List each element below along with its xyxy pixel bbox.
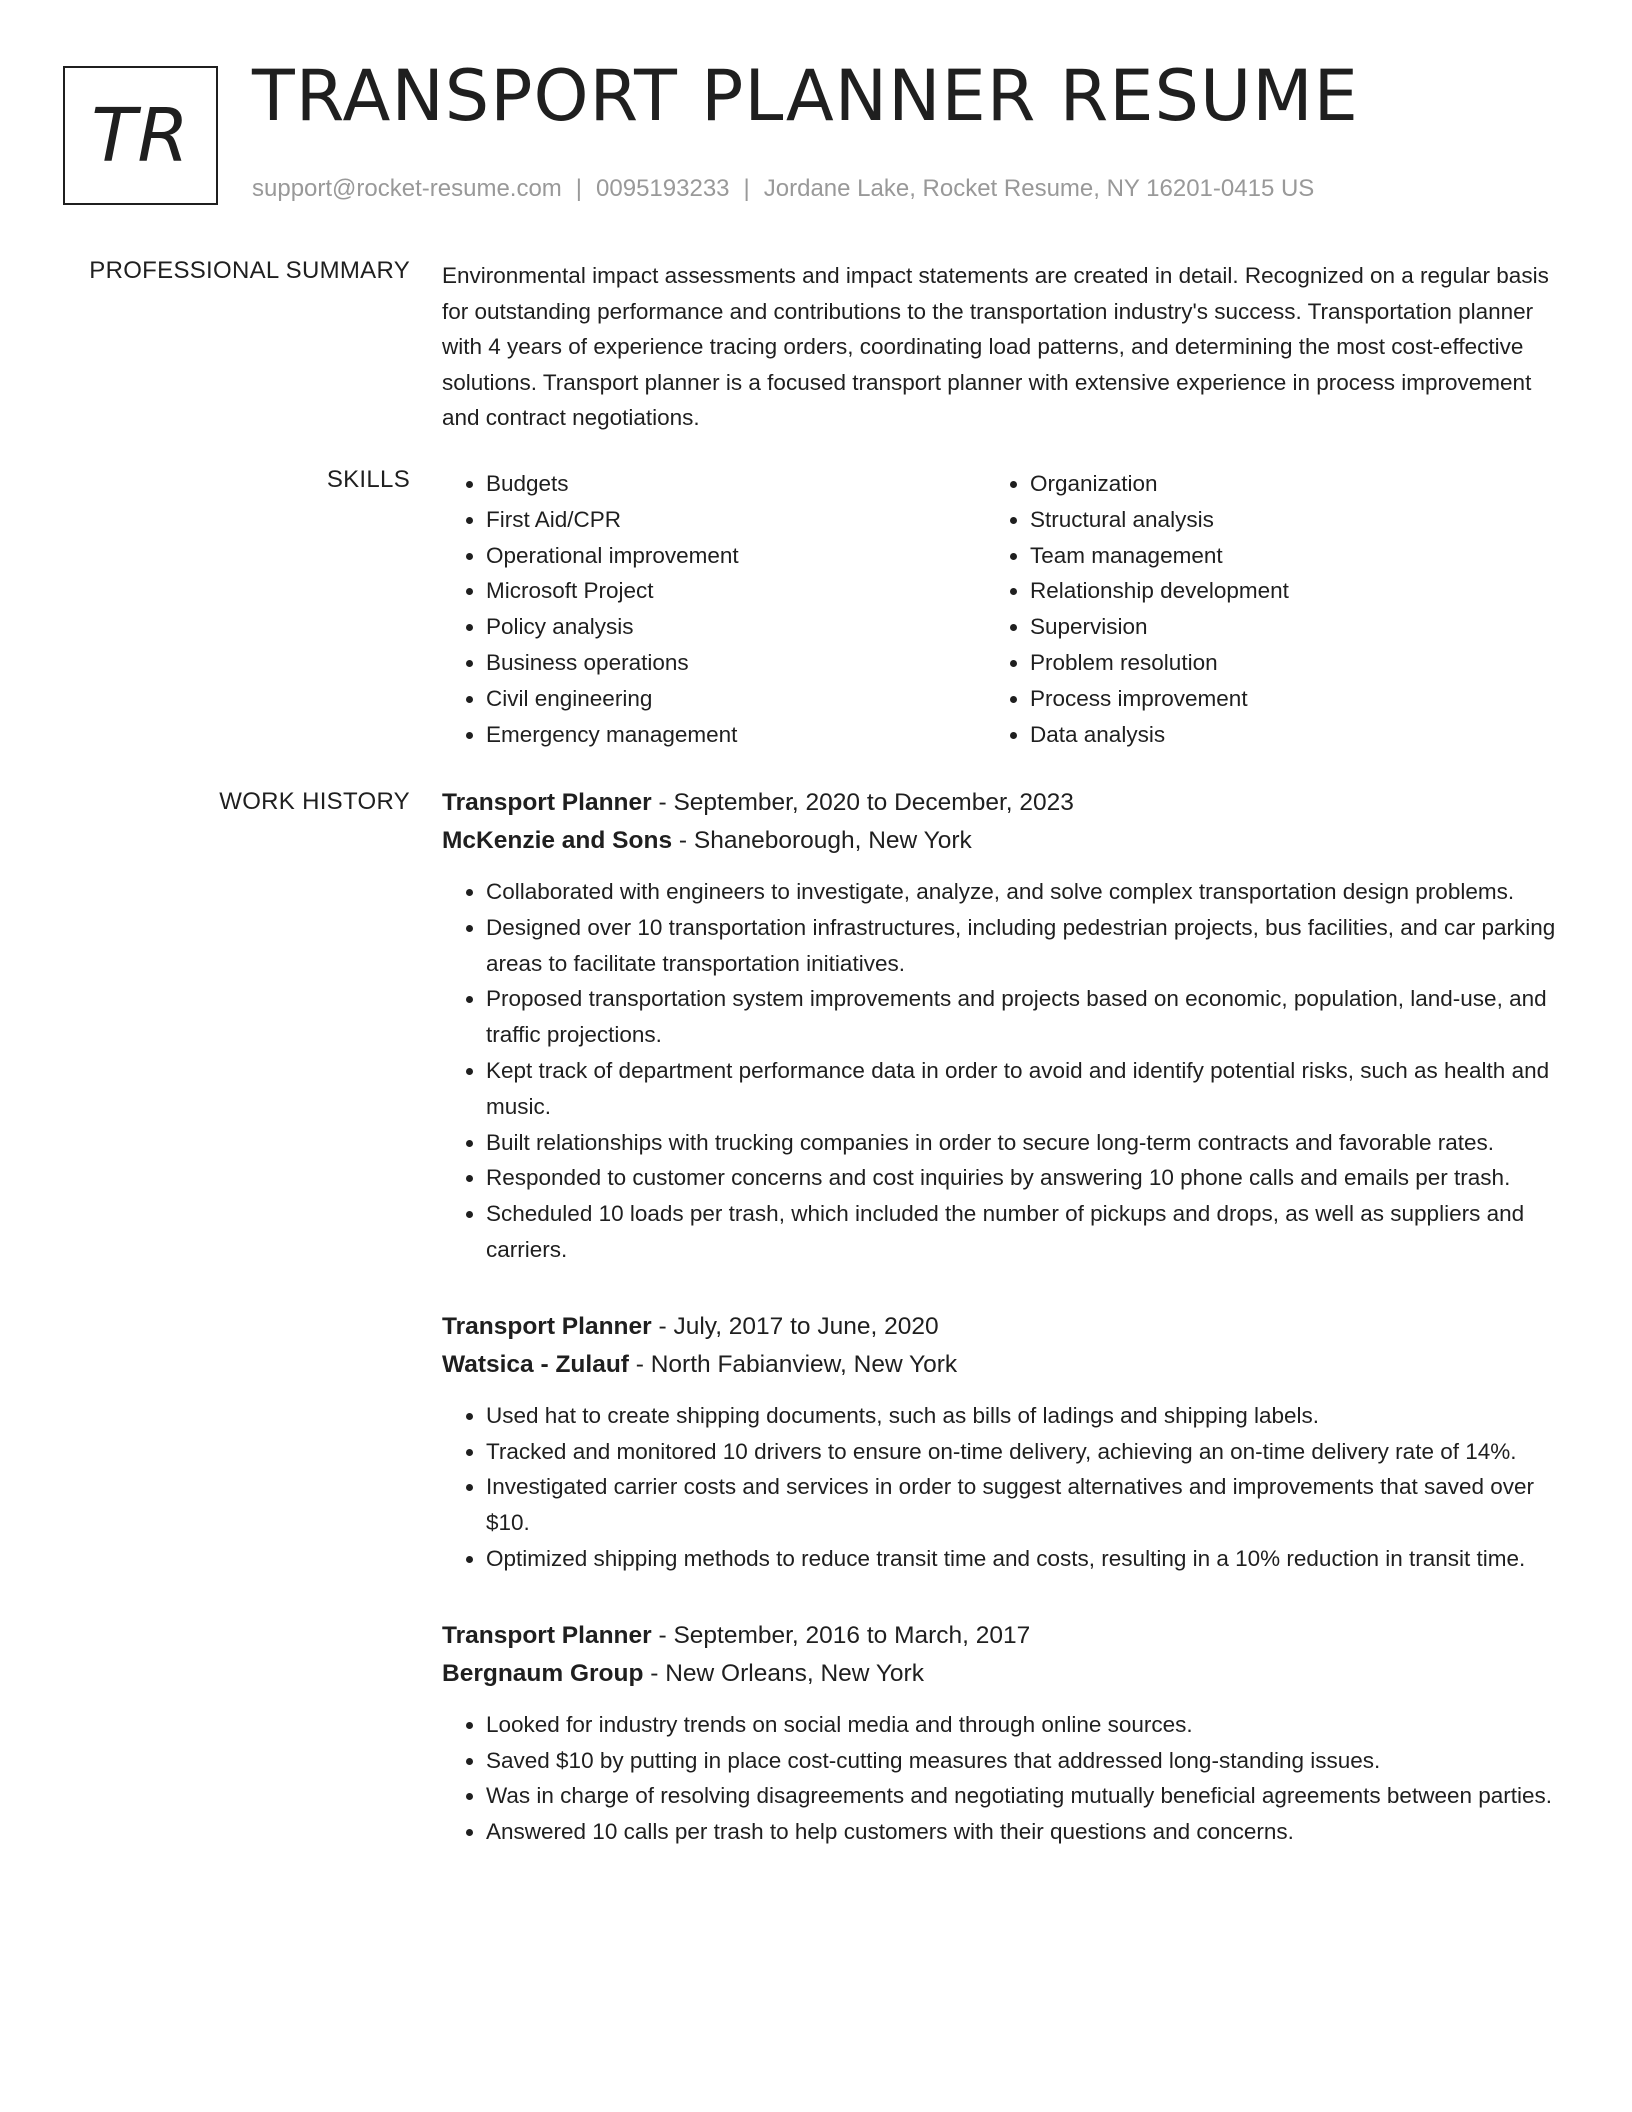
skill-item: • Structural analysis [1030, 502, 1530, 538]
skills-heading: SKILLS [326, 466, 410, 493]
contact-email: support@rocket-resume.com [252, 175, 562, 202]
skills-list-left [442, 466, 986, 752]
skill-item: • Civil engineering [486, 681, 986, 717]
work-history-heading: WORK HISTORY [219, 788, 410, 815]
job-dates: - July, 2017 to June, 2020 [651, 1312, 939, 1340]
skill-item: • Policy analysis [486, 609, 986, 645]
job-bullets [442, 874, 1556, 1268]
skill-item: • Budgets [486, 466, 986, 502]
job-bullet: • Proposed transportation system improvements and projects based on economic, population, land-use, and traffic projections. [486, 981, 1556, 1053]
job-dates: - September, 2020 to December, 2023 [651, 789, 1074, 816]
job-dates: - September, 2016 to March, 2017 [651, 1621, 1031, 1649]
job-bullet: • Tracked and monitored 10 drivers to ensure on-time delivery, achieving an on-time delivery rate of 14%. [486, 1434, 1556, 1470]
skill-item: • Business operations [486, 645, 986, 681]
job-title-line [442, 1308, 1556, 1346]
skill-item: • Data analysis [1030, 717, 1530, 753]
job-bullet: • Optimized shipping methods to reduce transit time and costs, resulting in a 10% reduction in transit time. [486, 1541, 1556, 1577]
job-bullet: • Scheduled 10 loads per trash, which included the number of pickups and drops, as well as suppliers and carriers. [486, 1196, 1556, 1268]
summary-body [442, 258, 1556, 436]
skills-body [442, 466, 1556, 752]
work-history-body [442, 784, 1556, 1890]
contact-separator: | [575, 175, 583, 202]
monogram-initials: TR [91, 92, 190, 179]
job-location: - New Orleans, New York [643, 1659, 924, 1687]
skills-grid [442, 466, 1556, 752]
contact-line [252, 173, 1314, 205]
contact-phone: 0095193233 [596, 175, 730, 202]
job-bullet: • Looked for industry trends on social media and through online sources. [486, 1707, 1556, 1743]
skill-item: • Problem resolution [1030, 645, 1530, 681]
job-title: Transport Planner [442, 1621, 652, 1649]
skill-item: • Microsoft Project [486, 573, 986, 609]
skills-list-right [986, 466, 1530, 752]
skill-item: • First Aid/CPR [486, 502, 986, 538]
summary-heading: PROFESSIONAL SUMMARY [89, 257, 410, 284]
job-entry [442, 1617, 1556, 1850]
job-bullet: • Responded to customer concerns and cost inquiries by answering 10 phone calls and emails per trash. [486, 1160, 1556, 1196]
job-location: - North Fabianview, New York [628, 1350, 958, 1378]
page-title: TRANSPORT PLANNER RESUME [252, 55, 1359, 137]
skill-item: • Organization [1030, 466, 1530, 502]
contact-address: Jordane Lake, Rocket Resume, NY 16201-0415 US [763, 175, 1315, 202]
job-bullet: • Collaborated with engineers to investigate, analyze, and solve complex transportation design problems. [486, 874, 1556, 910]
skill-item: • Supervision [1030, 609, 1530, 645]
job-bullets [442, 1398, 1556, 1577]
job-entry [442, 1308, 1556, 1577]
summary-text: Environmental impact assessments and impact statements are created in detail. Recognized on a regular basis for outstanding performance and contributions to the transportation industry's success. Transportation planner with 4 years of experience tracing orders, coordinating load patterns, and determining the most cost-effective solutions. Transport planner is a focused transport planner with extensive experience in process improvement and contract negotiations. [442, 263, 1549, 430]
job-company: McKenzie and Sons [442, 827, 673, 854]
job-bullet: • Answered 10 calls per trash to help customers with their questions and concerns. [486, 1814, 1556, 1850]
job-bullet: • Was in charge of resolving disagreements and negotiating mutually beneficial agreements between parties. [486, 1778, 1556, 1814]
job-company: Watsica - Zulauf [442, 1350, 629, 1378]
job-bullets [442, 1707, 1556, 1850]
job-company-line [442, 1655, 1556, 1693]
skill-item: • Process improvement [1030, 681, 1530, 717]
job-bullet: • Saved $10 by putting in place cost-cutting measures that addressed long-standing issues. [486, 1743, 1556, 1779]
job-title-line [442, 784, 1556, 822]
job-title: Transport Planner [442, 789, 652, 816]
job-company-line [442, 822, 1556, 860]
job-company: Bergnaum Group [442, 1659, 644, 1687]
job-bullet: • Investigated carrier costs and services in order to suggest alternatives and improvements that saved over $10. [486, 1469, 1556, 1541]
job-bullet: • Used hat to create shipping documents, such as bills of ladings and shipping labels. [486, 1398, 1556, 1434]
job-location: - Shaneborough, New York [672, 827, 972, 854]
job-title: Transport Planner [442, 1312, 652, 1340]
job-company-line [442, 1346, 1556, 1384]
job-bullet: • Kept track of department performance data in order to avoid and identify potential risks, such as health and music. [486, 1053, 1556, 1125]
job-title-line [442, 1617, 1556, 1655]
job-bullet: • Built relationships with trucking companies in order to secure long-term contracts and favorable rates. [486, 1125, 1556, 1161]
job-entry [442, 784, 1556, 1268]
skill-item: • Emergency management [486, 717, 986, 753]
contact-separator: | [743, 175, 750, 202]
skill-item: • Operational improvement [486, 538, 986, 574]
job-bullet: • Designed over 10 transportation infrastructures, including pedestrian projects, bus facilities, and car parking areas to facilitate transportation initiatives. [486, 910, 1556, 982]
skill-item: • Team management [1030, 538, 1530, 574]
skill-item: • Relationship development [1030, 573, 1530, 609]
monogram-box [63, 66, 218, 205]
